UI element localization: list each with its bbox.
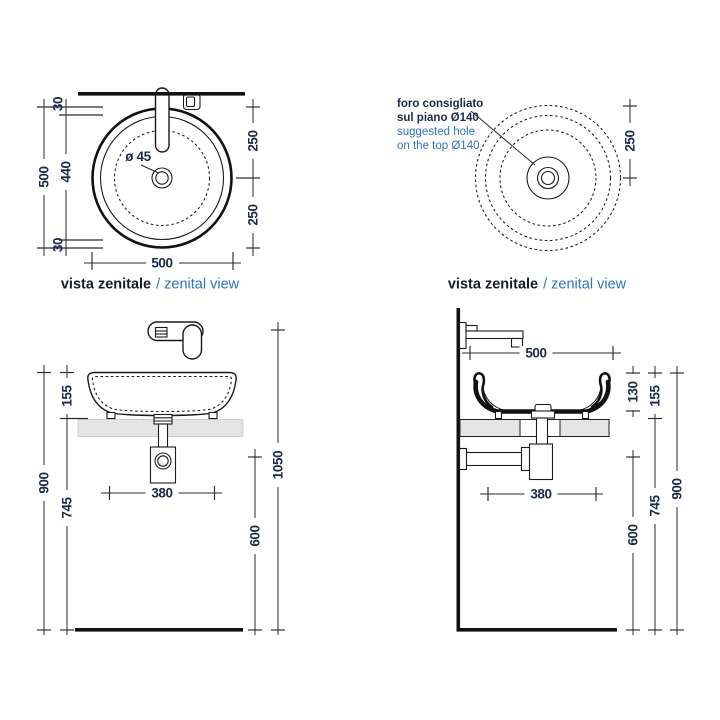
dimension-outlet-height-front <box>248 449 263 635</box>
pipe-wall-flange <box>460 449 467 470</box>
basin-front <box>88 373 236 419</box>
svg-text:on the top Ø140: on the top Ø140 <box>397 140 480 152</box>
svg-text:600: 600 <box>247 525 263 547</box>
note-leader-line <box>471 111 535 165</box>
countertop-side <box>460 420 609 437</box>
svg-text:250: 250 <box>245 130 261 152</box>
svg-text:745: 745 <box>59 497 75 519</box>
faucet-spout-plan <box>156 88 170 152</box>
plan-view-right <box>397 98 638 293</box>
svg-text:155: 155 <box>59 385 75 407</box>
front-view <box>37 322 286 635</box>
dimension-outlet-height-side <box>626 450 641 635</box>
faucet-wall-plate <box>460 323 467 349</box>
svg-text:155: 155 <box>647 385 663 407</box>
dimension-basin-height-side <box>648 366 663 635</box>
dimension-width <box>84 252 241 271</box>
svg-text:500: 500 <box>525 345 547 361</box>
hole-note <box>397 98 483 152</box>
drain-diameter-annotation <box>125 149 158 173</box>
svg-text:sul piano Ø140: sul piano Ø140 <box>397 112 479 124</box>
faucet-spout-front <box>183 325 202 359</box>
svg-text:1050: 1050 <box>270 450 286 480</box>
dimension-hole-offset <box>623 99 638 186</box>
plan-view-left <box>37 88 261 293</box>
dimension-center-chain <box>236 99 261 256</box>
faucet-plan <box>156 88 201 152</box>
svg-text:suggested hole: suggested hole <box>397 126 476 138</box>
svg-text:500: 500 <box>36 166 52 188</box>
dimension-width-side <box>462 346 621 361</box>
svg-text:600: 600 <box>625 524 641 546</box>
faucet-front <box>148 322 203 359</box>
dimension-mixer-height-front <box>271 322 286 635</box>
svg-text:500: 500 <box>151 255 173 271</box>
faucet-side <box>460 323 524 349</box>
side-view <box>457 308 685 635</box>
floor-line-side <box>457 628 618 632</box>
svg-text:250: 250 <box>245 204 261 226</box>
caption-plan-right: vista zenitale / zenital view <box>447 276 627 293</box>
wall-line-plan <box>78 92 245 96</box>
svg-text:foro consigliato: foro consigliato <box>397 98 484 110</box>
svg-text:745: 745 <box>647 495 663 517</box>
caption-plan-left: vista zenitale / zenital view <box>60 276 240 293</box>
drain-trap-side <box>460 405 555 480</box>
svg-text:130: 130 <box>625 381 641 403</box>
svg-text:900: 900 <box>669 478 685 500</box>
bottle-trap <box>530 444 553 480</box>
svg-text:30: 30 <box>50 237 66 253</box>
wall-outlet-pipe <box>462 453 530 466</box>
svg-text:250: 250 <box>622 130 638 152</box>
svg-text:900: 900 <box>36 472 52 494</box>
dimension-inner-depth-side <box>626 366 641 417</box>
faucet-outlet <box>512 339 523 348</box>
svg-text:30: 30 <box>50 96 66 112</box>
svg-text:380: 380 <box>151 485 173 501</box>
dimension-counter-height-front <box>37 365 52 635</box>
dimension-basin-height-front <box>60 365 89 635</box>
dimension-drain-spacing-side <box>480 487 603 502</box>
dimension-drain-spacing-front <box>101 486 222 501</box>
dimension-rim-basin-chain <box>51 97 104 256</box>
svg-text:440: 440 <box>58 161 74 183</box>
faucet-step-detail <box>466 326 477 332</box>
basin-plan-dashed-outline <box>476 106 621 251</box>
drain-diameter-label: ø 45 <box>125 149 151 164</box>
faucet-spout-side <box>466 331 523 339</box>
svg-text:380: 380 <box>530 486 552 502</box>
leader-line <box>141 165 159 173</box>
floor-line-front <box>75 628 243 632</box>
dimension-counter-height-side <box>670 366 685 635</box>
